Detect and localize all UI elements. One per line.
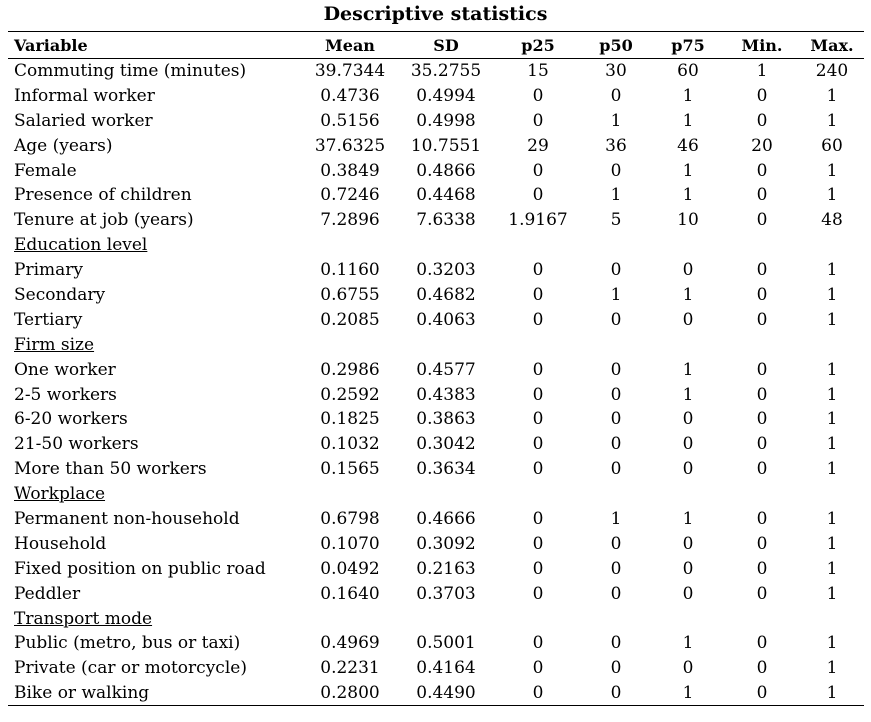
cell-p25: 15: [527, 61, 549, 82]
cell-mean: 0.7246: [320, 185, 380, 206]
cell-variable: Age (years): [14, 135, 113, 156]
cell-mean: 0.4969: [320, 633, 380, 654]
cell-p50: 0: [610, 658, 622, 679]
cell-mean: 0.2592: [320, 384, 380, 405]
cell-p25: 0: [532, 85, 544, 106]
cell-p75: 0: [682, 409, 694, 430]
cell-sd: 0.4063: [416, 309, 476, 330]
cell-variable: Bike or walking: [8, 681, 304, 706]
table-row: [8, 681, 864, 706]
cell-max: 1: [826, 284, 838, 305]
cell-p25: 0: [532, 658, 544, 679]
cell-min: 0: [724, 681, 800, 706]
cell-p25: 0: [496, 681, 580, 706]
cell-mean: 0.1160: [320, 260, 380, 281]
cell-mean: 0.2800: [304, 681, 396, 706]
cell-p50: 0: [610, 558, 622, 579]
cell-sd: 0.4383: [416, 384, 476, 405]
cell-sd: 0.5001: [416, 633, 476, 654]
cell-min: 0: [756, 309, 768, 330]
cell-min: 0: [756, 384, 768, 405]
cell-max: 60: [821, 135, 843, 156]
cell-variable: More than 50 workers: [14, 459, 207, 480]
cell-p25: 0: [532, 185, 544, 206]
cell-p75: 0: [682, 583, 694, 604]
table-row: [8, 556, 864, 581]
cell-min: 0: [756, 284, 768, 305]
cell-p25: 0: [532, 633, 544, 654]
cell-sd: 0.4468: [416, 185, 476, 206]
cell-min: 0: [756, 210, 768, 231]
section-header-row: [8, 606, 864, 631]
cell-sd: 0.4164: [416, 658, 476, 679]
cell-max: 1: [826, 658, 838, 679]
cell-p25: 0: [532, 583, 544, 604]
cell-p25: 0: [532, 359, 544, 380]
table-row: [8, 507, 864, 532]
column-header-sd: SD: [396, 32, 496, 59]
cell-max: 1: [826, 508, 838, 529]
table-row: [8, 158, 864, 183]
cell-variable: Private (car or motorcycle): [14, 658, 247, 679]
cell-p50: 0: [610, 160, 622, 181]
cell-p50: 30: [605, 61, 627, 82]
cell-sd: 0.4577: [416, 359, 476, 380]
column-header-p25: p25: [496, 32, 580, 59]
section-label: Education level: [14, 235, 148, 256]
cell-min: 0: [756, 110, 768, 131]
section-label: Transport mode: [14, 608, 153, 629]
cell-min: 0: [756, 160, 768, 181]
cell-mean: 0.2085: [320, 309, 380, 330]
cell-p50: 0: [610, 633, 622, 654]
cell-mean: 0.5156: [320, 110, 380, 131]
cell-variable: Public (metro, bus or taxi): [14, 633, 241, 654]
cell-max: 1: [826, 359, 838, 380]
cell-p75: 1: [682, 185, 694, 206]
table-header: [8, 32, 864, 59]
cell-max: 1: [826, 185, 838, 206]
cell-mean: 0.0492: [320, 558, 380, 579]
table-row: [8, 183, 864, 208]
cell-sd: 0.3092: [416, 533, 476, 554]
cell-mean: 0.6755: [320, 284, 380, 305]
column-header-p50: p50: [580, 32, 652, 59]
cell-min: 0: [756, 359, 768, 380]
cell-max: 1: [800, 681, 864, 706]
cell-mean: 37.6325: [314, 135, 386, 156]
cell-variable: Presence of children: [14, 185, 192, 206]
cell-sd: 0.2163: [416, 558, 476, 579]
cell-max: 1: [826, 583, 838, 604]
cell-p50: 1: [610, 508, 622, 529]
section-header-row: [8, 332, 864, 357]
cell-p75: 1: [682, 359, 694, 380]
cell-variable: Tertiary: [14, 309, 83, 330]
cell-mean: 39.7344: [314, 61, 386, 82]
cell-variable: Secondary: [14, 284, 106, 305]
table-row: [8, 382, 864, 407]
cell-p50: 1: [610, 185, 622, 206]
column-header-variable: Variable: [8, 32, 304, 59]
cell-variable: Salaried worker: [14, 110, 153, 131]
column-header-max: Max.: [800, 32, 864, 59]
table-row: [8, 656, 864, 681]
cell-min: 0: [756, 558, 768, 579]
cell-p50: 0: [610, 260, 622, 281]
cell-p75: 1: [652, 681, 724, 706]
cell-sd: 0.4490: [396, 681, 496, 706]
cell-p50: 0: [610, 434, 622, 455]
cell-variable: Informal worker: [14, 85, 155, 106]
cell-min: 0: [756, 459, 768, 480]
cell-p50: 0: [610, 409, 622, 430]
cell-p50: 0: [580, 681, 652, 706]
cell-sd: 0.3042: [416, 434, 476, 455]
cell-p75: 1: [682, 384, 694, 405]
cell-mean: 0.1565: [320, 459, 380, 480]
cell-variable: One worker: [14, 359, 116, 380]
column-header-min: Min.: [724, 32, 800, 59]
cell-p75: 0: [682, 434, 694, 455]
cell-p75: 0: [682, 658, 694, 679]
cell-p75: 1: [682, 85, 694, 106]
cell-max: 1: [826, 160, 838, 181]
cell-min: 20: [751, 135, 773, 156]
table-row: [8, 357, 864, 382]
cell-sd: 0.4666: [416, 508, 476, 529]
cell-mean: 0.4736: [320, 85, 380, 106]
cell-variable: 21-50 workers: [14, 434, 139, 455]
cell-p25: 0: [532, 533, 544, 554]
cell-p50: 0: [610, 359, 622, 380]
cell-p75: 0: [682, 459, 694, 480]
cell-p25: 29: [527, 135, 549, 156]
cell-min: 0: [756, 434, 768, 455]
header-row: [8, 32, 864, 59]
cell-max: 1: [826, 533, 838, 554]
cell-min: 0: [756, 658, 768, 679]
cell-max: 1: [826, 434, 838, 455]
cell-sd: 0.4998: [416, 110, 476, 131]
cell-p75: 60: [677, 61, 699, 82]
cell-p25: 0: [532, 558, 544, 579]
cell-p75: 1: [682, 508, 694, 529]
table-row: [8, 457, 864, 482]
cell-p75: 0: [682, 309, 694, 330]
cell-p25: 1.9167: [508, 210, 568, 231]
cell-variable: Commuting time (minutes): [14, 61, 247, 82]
cell-p25: 0: [532, 260, 544, 281]
section-header-row: [8, 233, 864, 258]
table-row: [8, 307, 864, 332]
cell-variable: Tenure at job (years): [14, 210, 194, 231]
cell-p75: 10: [677, 210, 699, 231]
cell-mean: 0.1070: [320, 533, 380, 554]
cell-min: 0: [756, 185, 768, 206]
descriptive-statistics-table: [8, 31, 864, 706]
cell-variable: Peddler: [14, 583, 81, 604]
cell-p50: 5: [610, 210, 622, 231]
cell-variable: 2-5 workers: [14, 384, 117, 405]
cell-mean: 0.1825: [320, 409, 380, 430]
cell-p75: 1: [682, 284, 694, 305]
cell-p25: 0: [532, 160, 544, 181]
table-row: [8, 208, 864, 233]
cell-p25: 0: [532, 434, 544, 455]
cell-max: 1: [826, 633, 838, 654]
cell-p50: 1: [610, 284, 622, 305]
cell-mean: 0.1640: [320, 583, 380, 604]
cell-sd: 0.3703: [416, 583, 476, 604]
cell-p25: 0: [532, 459, 544, 480]
cell-max: 1: [826, 459, 838, 480]
cell-variable: Female: [14, 160, 77, 181]
cell-sd: 7.6338: [416, 210, 476, 231]
cell-mean: 0.6798: [320, 508, 380, 529]
cell-p50: 1: [610, 110, 622, 131]
table-body: [8, 59, 864, 706]
table-row: [8, 108, 864, 133]
cell-variable: Permanent non-household: [14, 508, 240, 529]
cell-p50: 0: [610, 384, 622, 405]
cell-sd: 0.3203: [416, 260, 476, 281]
cell-min: 0: [756, 409, 768, 430]
cell-min: 0: [756, 260, 768, 281]
section-header-row: [8, 482, 864, 507]
cell-p75: 1: [682, 633, 694, 654]
table-row: [8, 581, 864, 606]
table-row: [8, 407, 864, 432]
cell-p25: 0: [532, 284, 544, 305]
cell-p25: 0: [532, 309, 544, 330]
cell-p25: 0: [532, 409, 544, 430]
cell-sd: 0.4866: [416, 160, 476, 181]
table-row: [8, 432, 864, 457]
cell-max: 1: [826, 110, 838, 131]
cell-min: 0: [756, 508, 768, 529]
column-header-p75: p75: [652, 32, 724, 59]
column-header-mean: Mean: [304, 32, 396, 59]
cell-sd: 0.3863: [416, 409, 476, 430]
cell-p50: 0: [610, 533, 622, 554]
cell-variable: Fixed position on public road: [14, 558, 266, 579]
cell-p75: 46: [677, 135, 699, 156]
cell-sd: 10.7551: [410, 135, 482, 156]
cell-min: 0: [756, 583, 768, 604]
cell-p75: 1: [682, 110, 694, 131]
cell-p50: 0: [610, 459, 622, 480]
cell-max: 1: [826, 309, 838, 330]
table-title: Descriptive statistics: [323, 3, 548, 25]
section-label: Firm size: [14, 334, 95, 355]
cell-min: 0: [756, 85, 768, 106]
cell-p25: 0: [532, 508, 544, 529]
cell-sd: 0.4994: [416, 85, 476, 106]
table-row: [8, 133, 864, 158]
section-label: Workplace: [14, 484, 106, 505]
cell-max: 240: [815, 61, 849, 82]
cell-p50: 36: [605, 135, 627, 156]
cell-variable: 6-20 workers: [14, 409, 128, 430]
table-row: [8, 258, 864, 283]
cell-variable: Household: [14, 533, 107, 554]
cell-mean: 0.3849: [320, 160, 380, 181]
cell-p75: 0: [682, 260, 694, 281]
cell-p25: 0: [532, 384, 544, 405]
cell-p50: 0: [610, 583, 622, 604]
cell-sd: 35.2755: [410, 61, 482, 82]
cell-max: 48: [821, 210, 843, 231]
cell-mean: 7.2896: [320, 210, 380, 231]
table-row: [8, 531, 864, 556]
cell-p75: 1: [682, 160, 694, 181]
cell-max: 1: [826, 384, 838, 405]
cell-sd: 0.3634: [416, 459, 476, 480]
cell-max: 1: [826, 260, 838, 281]
cell-mean: 0.2986: [320, 359, 380, 380]
cell-max: 1: [826, 409, 838, 430]
cell-min: 1: [756, 61, 768, 82]
cell-p75: 0: [682, 558, 694, 579]
table-row: [8, 631, 864, 656]
table-row: [8, 83, 864, 108]
cell-sd: 0.4682: [416, 284, 476, 305]
cell-max: 1: [826, 85, 838, 106]
cell-mean: 0.2231: [320, 658, 380, 679]
cell-p25: 0: [532, 110, 544, 131]
cell-mean: 0.1032: [320, 434, 380, 455]
cell-p50: 0: [610, 85, 622, 106]
cell-max: 1: [826, 558, 838, 579]
cell-min: 0: [756, 633, 768, 654]
cell-p50: 0: [610, 309, 622, 330]
cell-min: 0: [756, 533, 768, 554]
cell-variable: Primary: [14, 260, 83, 281]
table-row: [8, 59, 864, 84]
cell-p75: 0: [682, 533, 694, 554]
table-row: [8, 283, 864, 308]
